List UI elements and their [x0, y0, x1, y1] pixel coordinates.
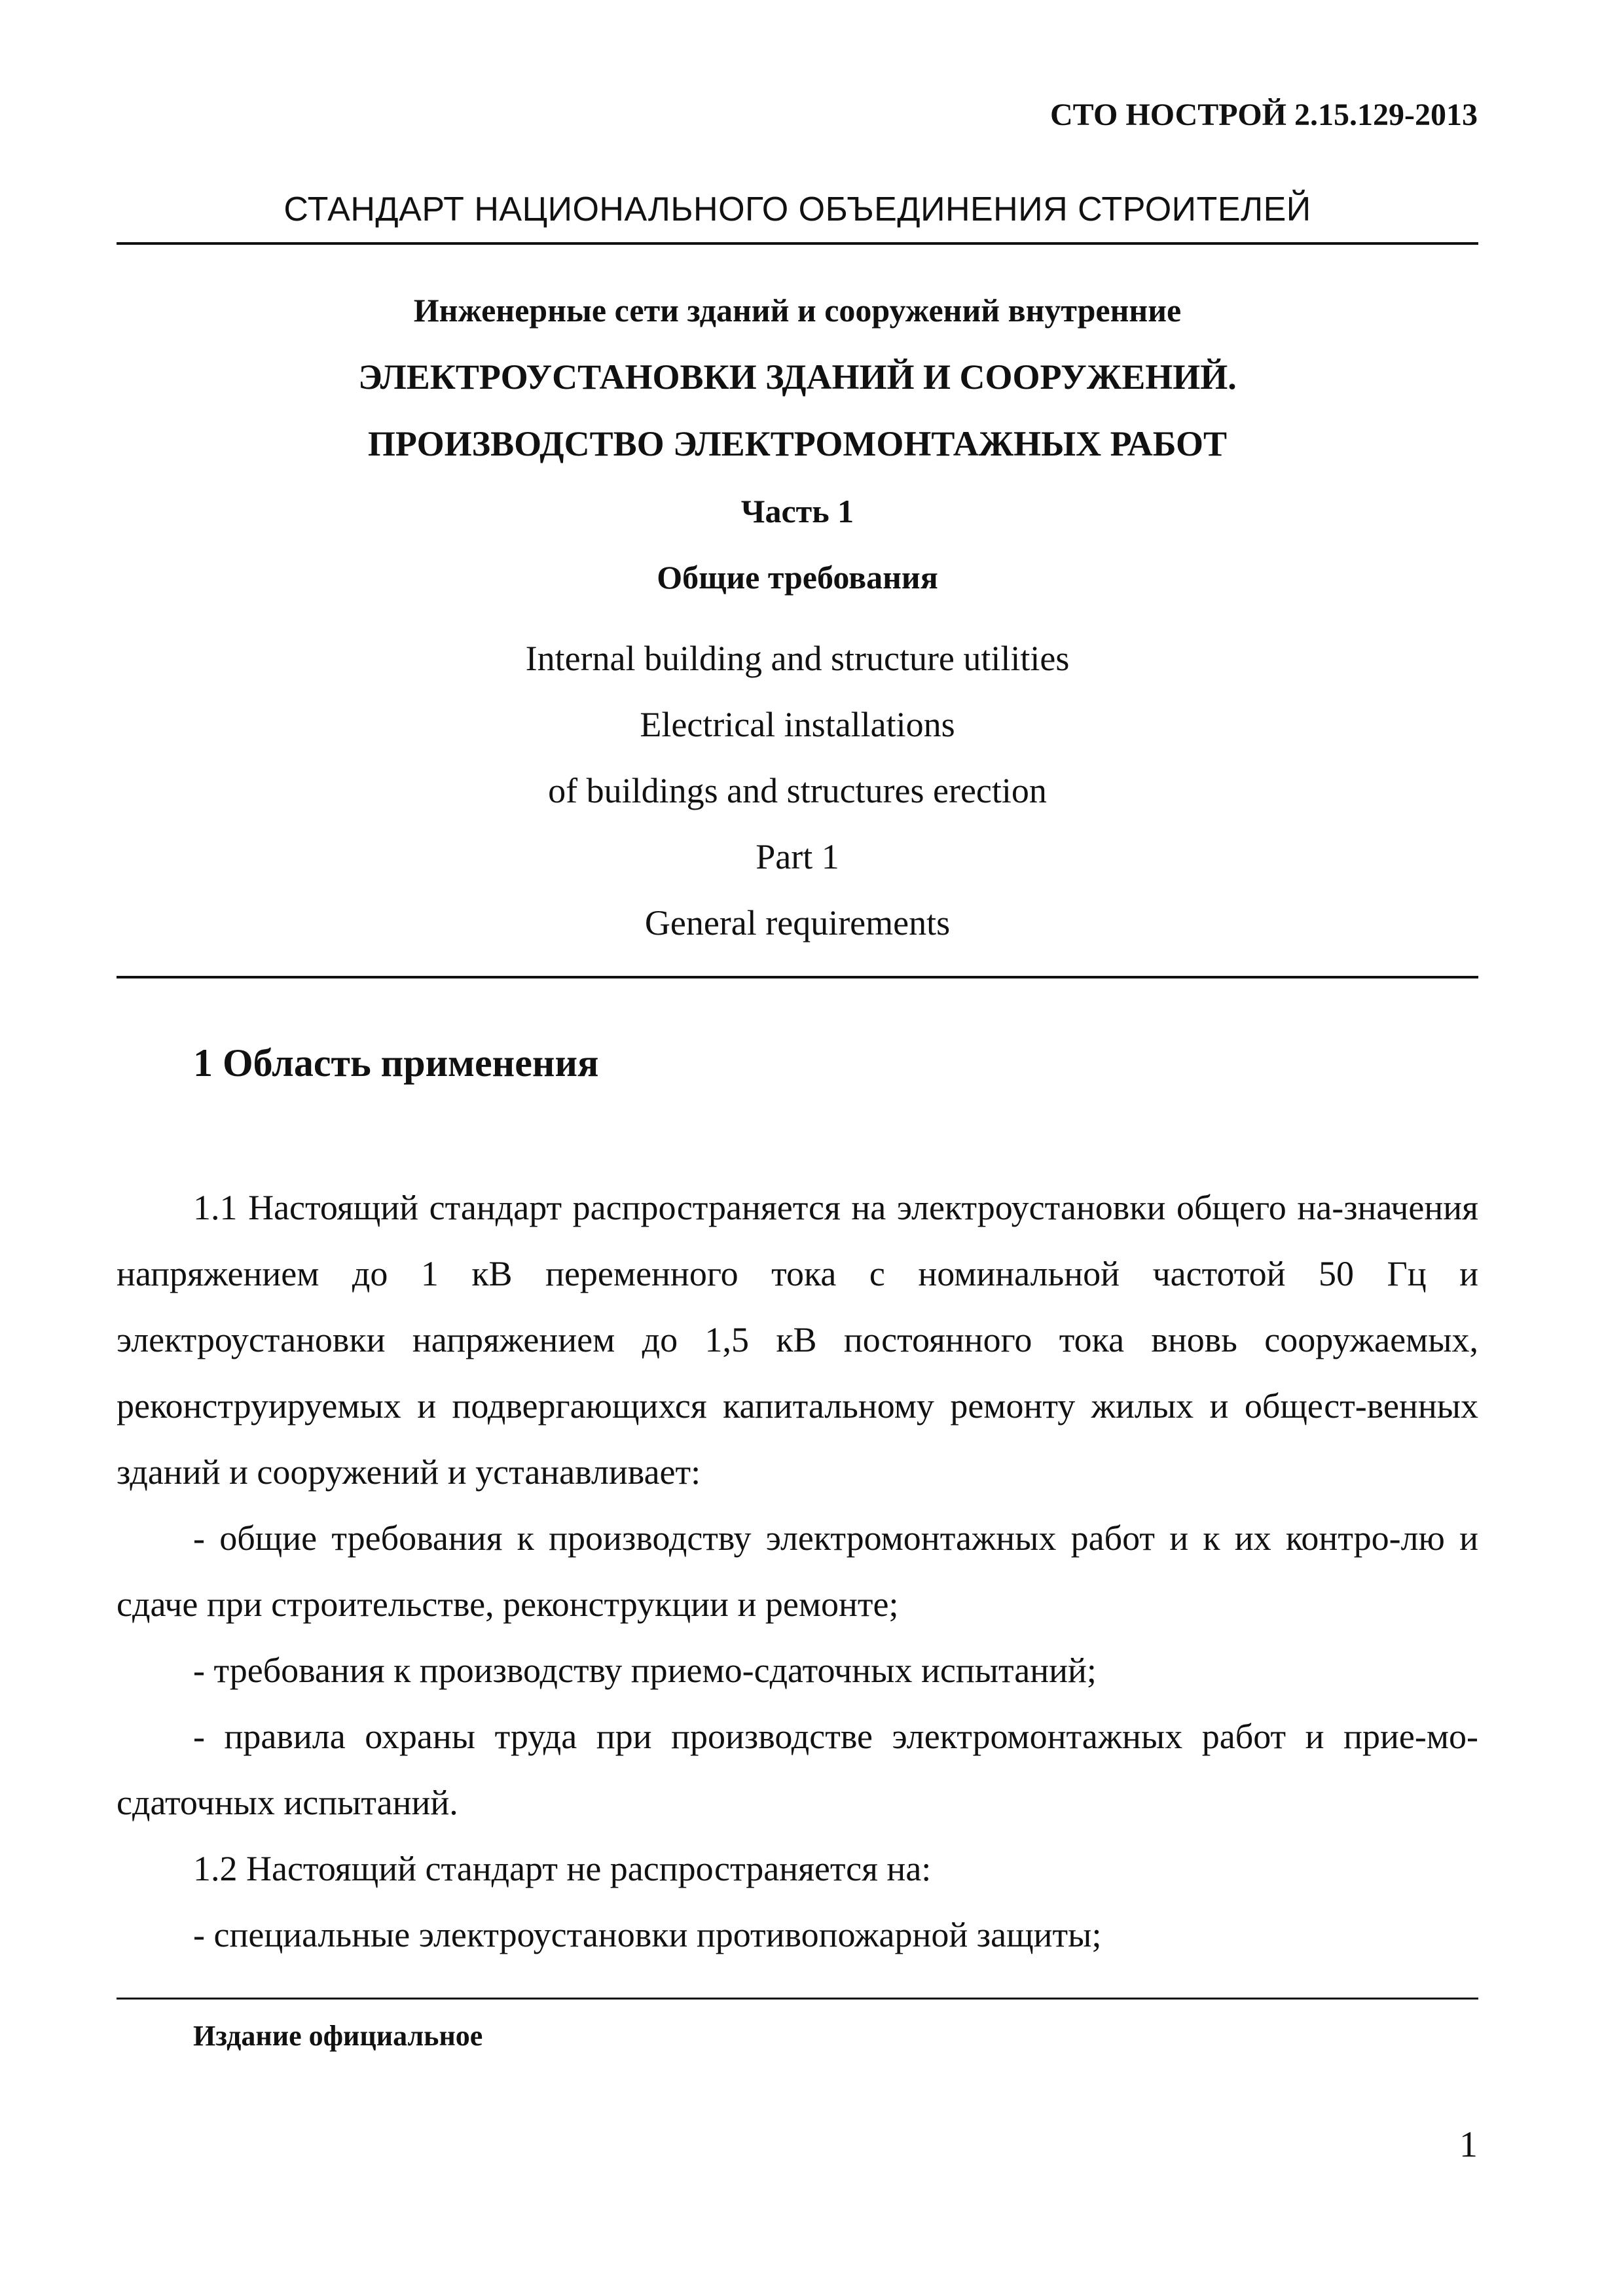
section-heading: 1 Область применения — [193, 1041, 599, 1085]
title-en-line1: Internal building and structure utilities — [525, 639, 1070, 678]
list-item: - общие требования к производству электромонтажных работ и к их контро-лю и сдаче при строительстве, реконструкции и ремонте; — [117, 1518, 1478, 1624]
list-item: - специальные электроустановки противопожарной защиты; — [193, 1915, 1102, 1954]
title-en-subtitle: General requirements — [644, 903, 951, 942]
title-rule — [117, 976, 1478, 978]
title-ru-line2: ЭЛЕКТРОУСТАНОВКИ ЗДАНИЙ И СООРУЖЕНИЙ. — [358, 357, 1237, 397]
standard-code: СТО НОСТРОЙ 2.15.129-2013 — [1049, 98, 1478, 132]
title-ru-line3: ПРОИЗВОДСТВО ЭЛЕКТРОМОНТАЖНЫХ РАБОТ — [367, 424, 1228, 463]
title-ru-subtitle: Общие требования — [657, 559, 938, 596]
title-en-line3: of buildings and structures erection — [548, 771, 1047, 810]
title-ru-part: Часть 1 — [740, 493, 854, 529]
list-item: - требования к производству приемо-сдаточных испытаний; — [193, 1651, 1097, 1690]
header-rule — [117, 242, 1478, 245]
organization-title: СТАНДАРТ НАЦИОНАЛЬНОГО ОБЪЕДИНЕНИЯ СТРОИТЕЛЕЙ — [283, 190, 1311, 228]
section-body — [117, 1175, 1478, 1968]
title-en-line2: Electrical installations — [640, 705, 955, 744]
official-edition-note: Издание официальное — [193, 2020, 483, 2052]
paragraph-1-2: 1.2 Настоящий стандарт не распространяется на: — [193, 1849, 932, 1888]
title-en-part: Part 1 — [756, 837, 839, 876]
page-number: 1 — [1459, 2125, 1478, 2165]
title-ru-line1: Инженерные сети зданий и сооружений внутренние — [413, 292, 1182, 329]
list-item: - правила охраны труда при производстве электромонтажных работ и прие-мо-сдаточных испытаний. — [117, 1717, 1478, 1822]
footnote-rule — [117, 1998, 1478, 2000]
paragraph-1-1: 1.1 Настоящий стандарт распространяется на электроустановки общего на-значения напряжением до 1 кВ переменного тока с номинальной частотой 50 Гц и электроустановки напряжением до 1,5 кВ постоянного тока вновь сооружаемых, реконструируемых и подвергающихся капитальному ремонту жилых и общест-венных зданий и сооружений и устанавливает: — [117, 1188, 1478, 1492]
